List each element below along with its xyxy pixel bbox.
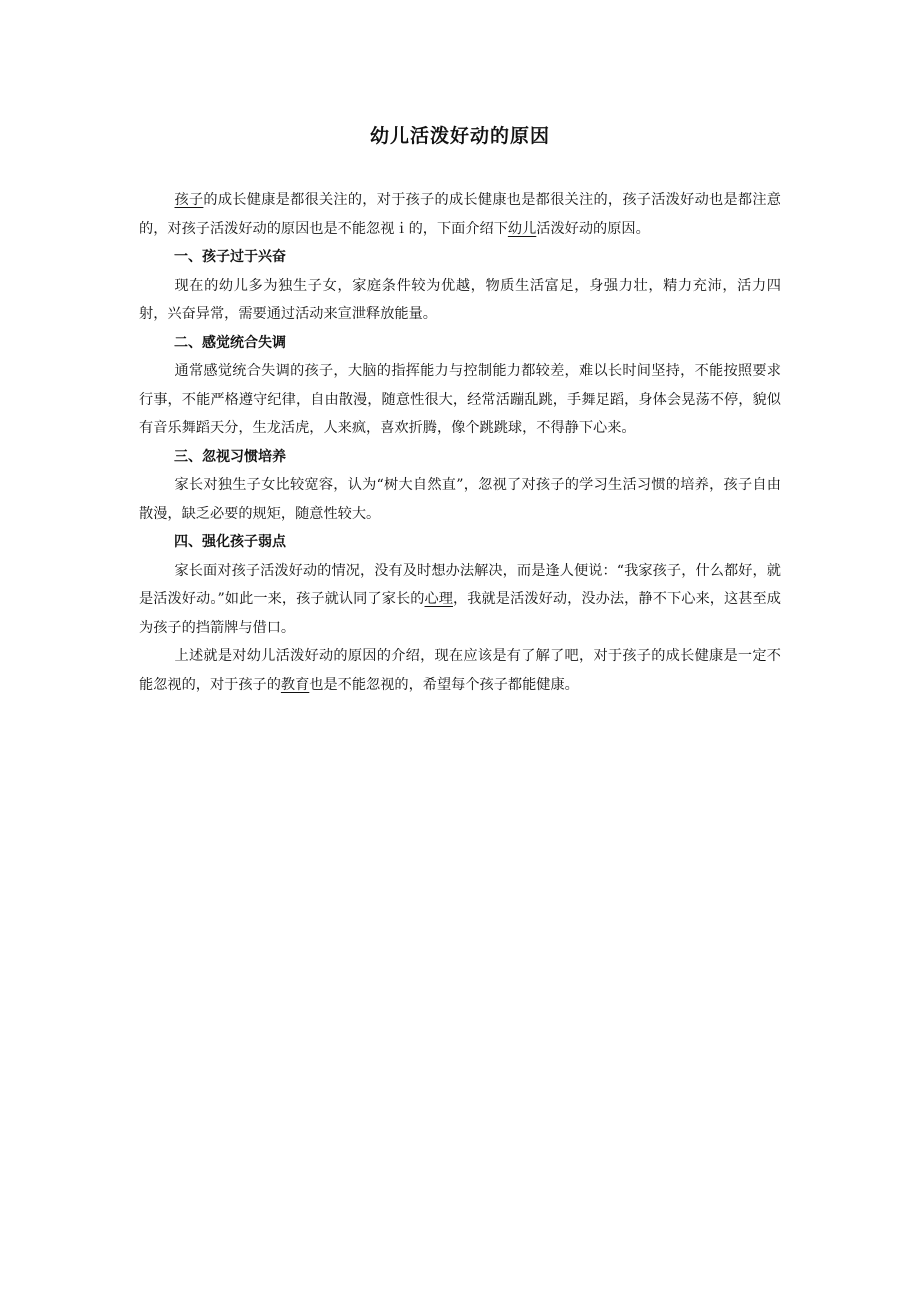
section-4-text-after: ，我就是活泼好动，没办法，静不下心来，这甚至成为孩子的挡箭牌与借口。 [139,591,781,636]
section-text-4 [139,557,781,643]
intro-paragraph [139,186,781,243]
link-education[interactable]: 教育 [280,676,310,693]
intro-text-1: 的成长健康是都很关注的，对于孩子的成长健康也是都很关注的，孩子活泼好动也是都注意的，对孩子活泼好动的原因也是不能忽视ｉ的，下面介绍下 [139,192,781,237]
section-text-1: 现在的幼儿多为独生子女，家庭条件较为优越，物质生活富足，身强力壮，精力充沛，活力四射，兴奋异常，需要通过活动来宣泄释放能量。 [139,277,781,322]
section-heading-4: 四、强化孩子弱点 [174,534,286,550]
document-title: 幼儿活泼好动的原因 [369,125,550,147]
section-heading-2: 二、感觉统合失调 [174,334,286,351]
conclusion-text-before: 上述就是对幼儿活泼好动的原因的介绍，现在应该是有了解了吧，对于孩子的成长健康是一定不能忽视的，对于孩子的 [139,648,781,693]
section-4-text-before: 家长面对孩子活泼好动的情况，没有及时想办法解决，而是逢人便说：“我家孩子，什么都好，就是活泼好动。”如此一来，孩子就认同了家长的 [139,562,781,607]
link-toddler[interactable]: 幼儿 [507,220,537,237]
link-children[interactable]: 孩子 [174,192,204,208]
section-text-3: 家长对独生子女比较宽容，认为“树大自然直”，忽视了对孩子的学习生活习惯的培养，孩子自由散漫，缺乏必要的规矩，随意性较大。 [139,477,781,522]
conclusion-paragraph [139,642,781,699]
intro-text-2: 活泼好动的原因。 [536,220,650,237]
section-text-2: 通常感觉统合失调的孩子，大脑的指挥能力与控制能力都较差，难以长时间坚持，不能按照要求行事，不能严格遵守纪律，自由散漫，随意性很大，经常活蹦乱跳，手舞足蹈，身体会晃荡不停，貌似有音乐舞蹈天分，生龙活虎，人来疯，喜欢折腾，像个跳跳球，不得静下心来。 [139,363,781,436]
link-psychology[interactable]: 心理 [424,591,454,607]
section-heading-1: 一、孩子过于兴奋 [174,249,286,265]
document-page [139,120,781,699]
section-heading-3: 三、忽视习惯培养 [174,448,286,465]
conclusion-text-after: 也是不能忽视的，希望每个孩子都能健康。 [309,676,579,693]
